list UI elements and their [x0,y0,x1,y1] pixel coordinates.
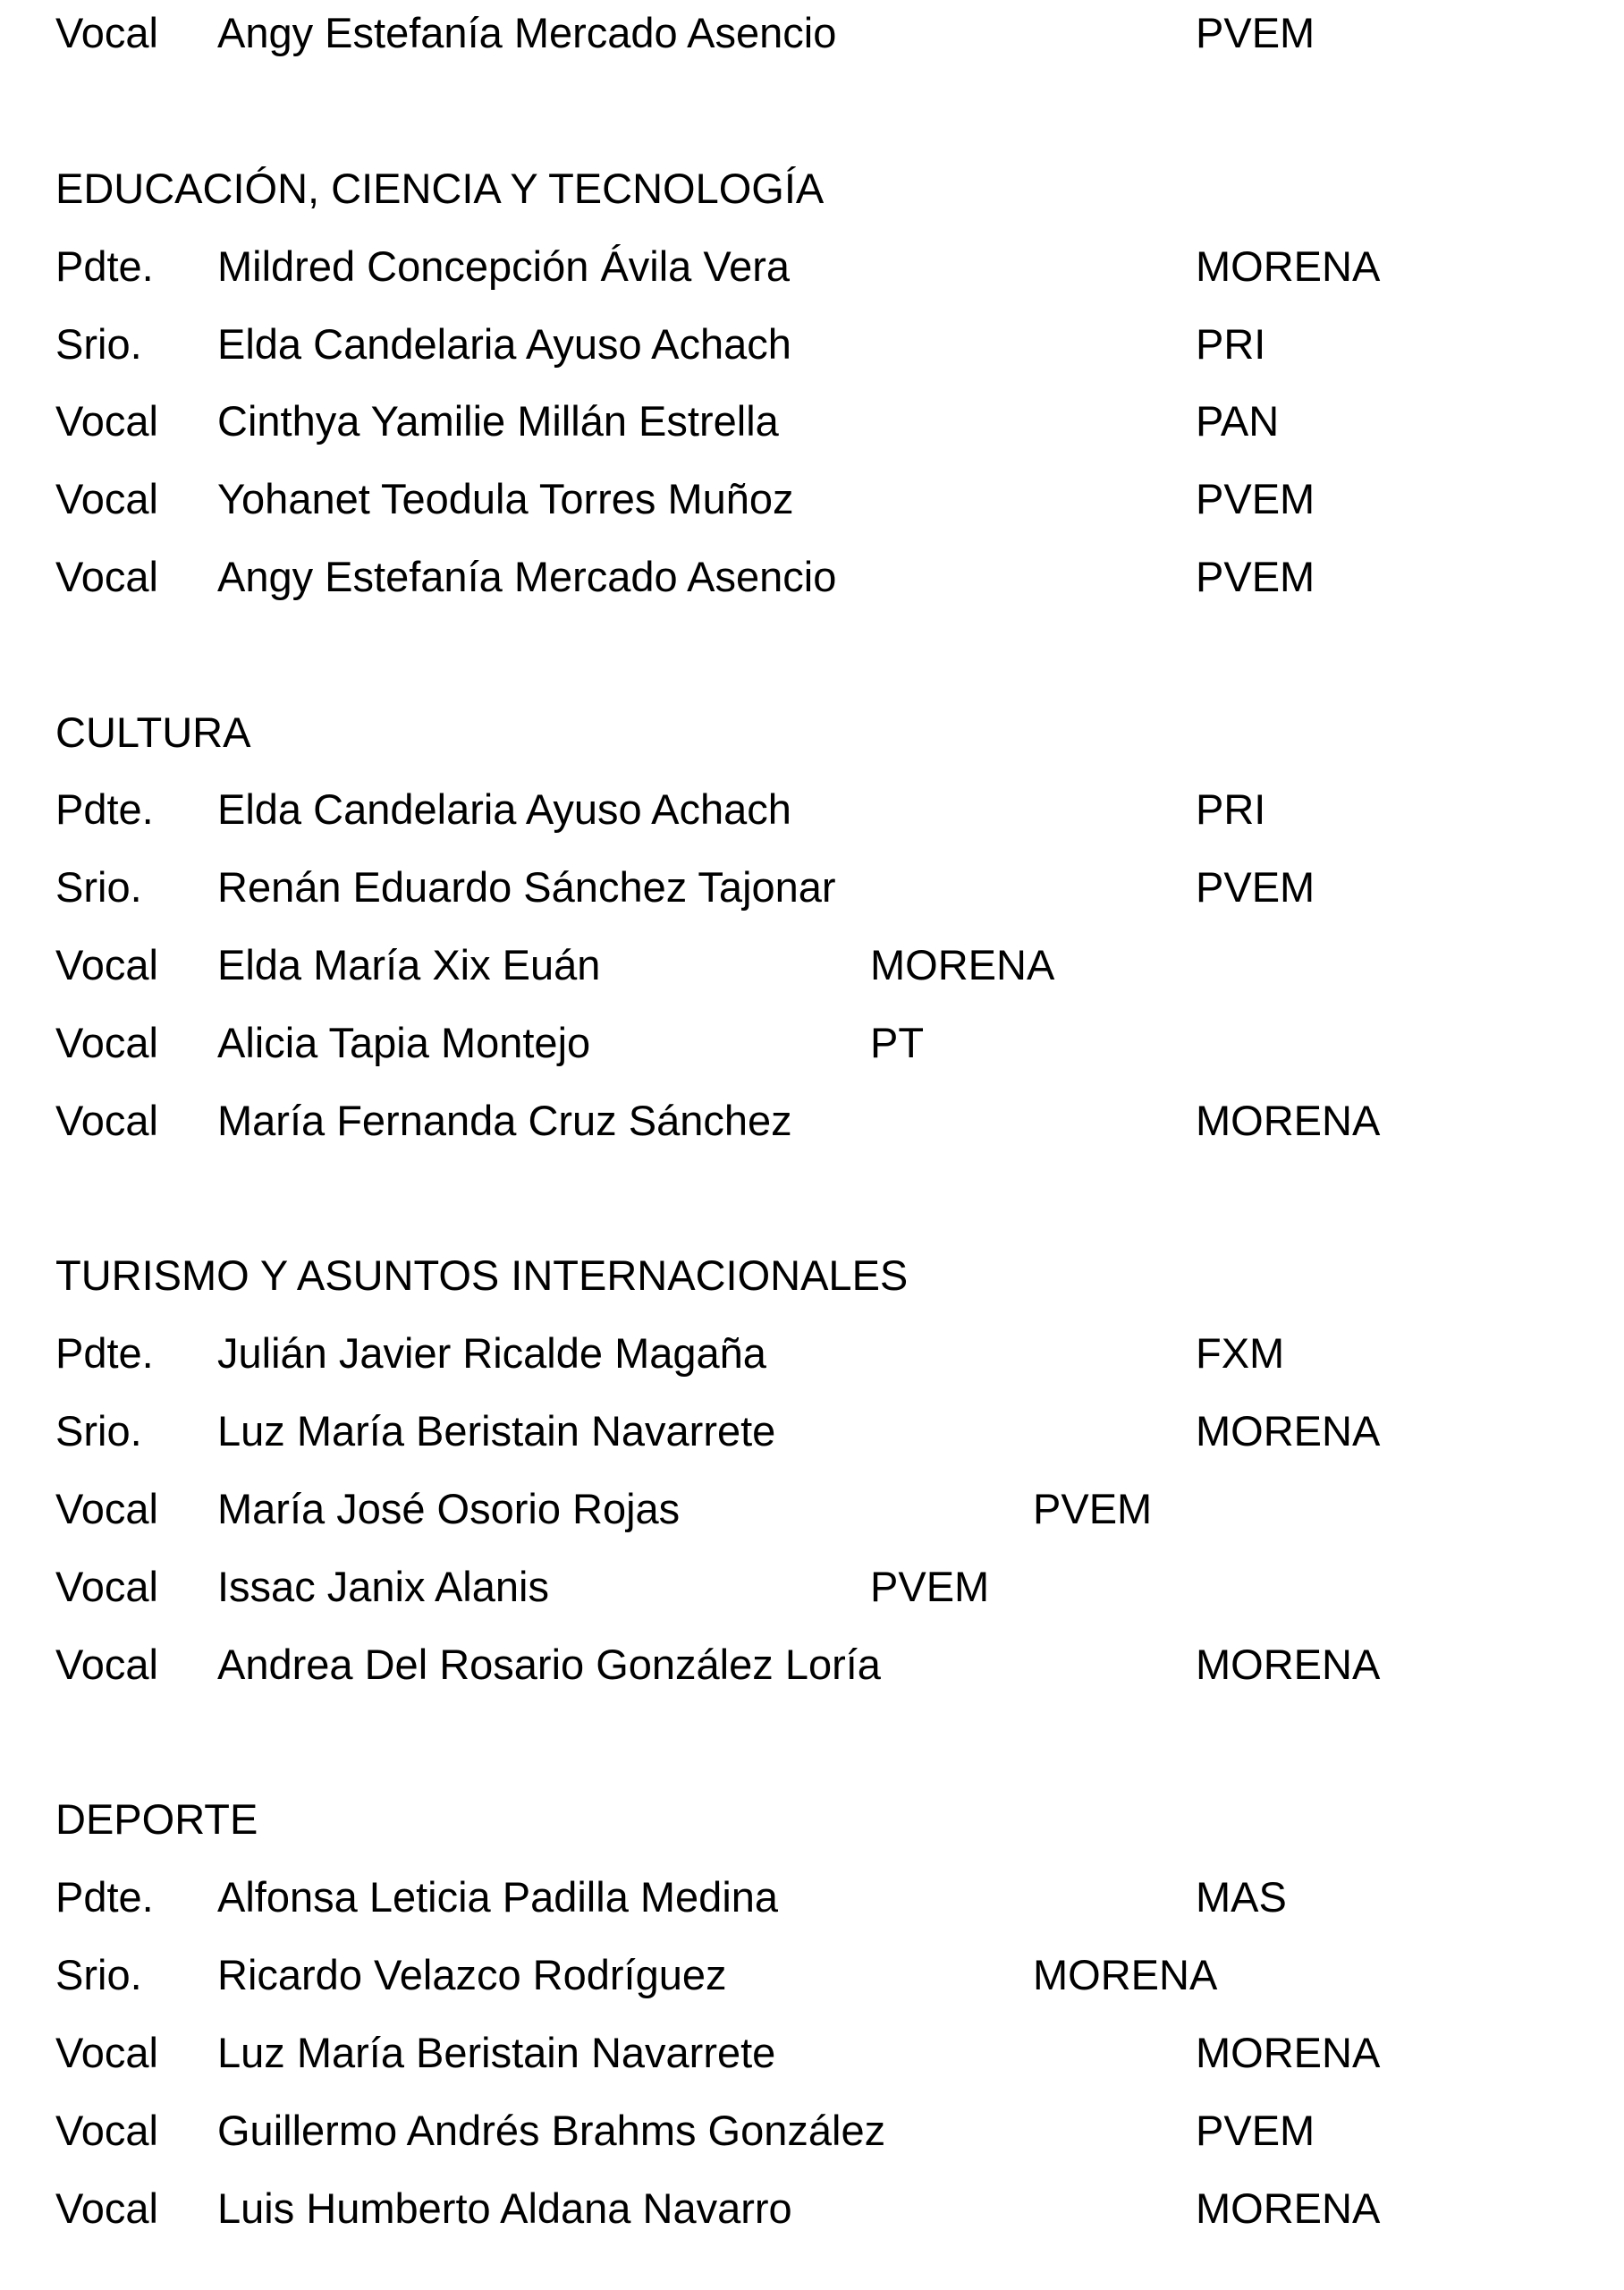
member-role: Vocal [55,2029,158,2076]
member-row [0,1400,1624,1463]
member-party: PRI [1196,320,1266,368]
section-title: CULTURA [55,708,251,756]
member-name: Alicia Tapia Montejo [217,1019,591,1066]
section-heading [0,1788,1624,1851]
member-party: PVEM [1196,9,1315,56]
member-role: Vocal [55,397,158,445]
member-party: FXM [1196,1329,1285,1377]
member-row [0,1478,1624,1540]
member-role: Pdte. [55,1329,154,1377]
member-row [0,546,1624,608]
member-role: Pdte. [55,1873,154,1921]
member-name: Cinthya Yamilie Millán Estrella [217,397,779,445]
section-title: TURISMO Y ASUNTOS INTERNACIONALES [55,1251,909,1299]
member-role: Vocal [55,2184,158,2232]
member-row [0,856,1624,919]
section-heading [0,1244,1624,1307]
member-row [0,1322,1624,1385]
member-party: PT [870,1019,925,1066]
member-party: MORENA [1196,1407,1381,1455]
member-party: MORENA [1196,1097,1381,1144]
member-role: Vocal [55,1641,158,1688]
member-role: Srio. [55,1407,142,1455]
member-name: Yohanet Teodula Torres Muñoz [217,475,794,522]
member-name: Angy Estefanía Mercado Asencio [217,553,837,600]
section-title: EDUCACIÓN, CIENCIA Y TECNOLOGÍA [55,165,825,212]
member-name: Luz María Beristain Navarrete [217,2029,776,2076]
member-role: Srio. [55,863,142,911]
member-role: Srio. [55,1951,142,1998]
member-row [0,390,1624,453]
member-party: PVEM [1196,2107,1315,2154]
member-party: PVEM [1196,863,1315,911]
member-name: Ricardo Velazco Rodríguez [217,1951,727,1998]
member-party: MORENA [1196,2184,1381,2232]
section-title: DEPORTE [55,1795,258,1843]
member-name: Elda María Xix Euán [217,941,601,988]
member-role: Pdte. [55,785,154,833]
member-name: Guillermo Andrés Brahms González [217,2107,886,2154]
member-role: Vocal [55,2107,158,2154]
member-row [0,1633,1624,1696]
section-heading [0,157,1624,220]
member-row [0,468,1624,530]
member-row [0,1090,1624,1152]
member-row [0,2099,1624,2162]
member-name: Elda Candelaria Ayuso Achach [217,785,791,833]
member-row [0,235,1624,298]
member-role: Vocal [55,475,158,522]
member-role: Vocal [55,941,158,988]
member-role: Vocal [55,1097,158,1144]
member-role: Vocal [55,1019,158,1066]
member-role: Vocal [55,1563,158,1610]
member-party: MORENA [1196,242,1381,290]
member-party: PVEM [1196,475,1315,522]
member-name: Luz María Beristain Navarrete [217,1407,776,1455]
member-name: Alfonsa Leticia Padilla Medina [217,1873,779,1921]
member-row [0,2,1624,64]
member-row [0,1944,1624,2006]
member-role: Vocal [55,1485,158,1532]
member-name: Mildred Concepción Ávila Vera [217,242,791,290]
member-party: PVEM [870,1563,990,1610]
member-row [0,313,1624,376]
member-row [0,2022,1624,2084]
member-party: MORENA [1033,1951,1218,1998]
member-role: Vocal [55,553,158,600]
member-row [0,778,1624,841]
member-name: Renán Eduardo Sánchez Tajonar [217,863,836,911]
member-row [0,1556,1624,1618]
member-row [0,934,1624,997]
member-name: María Fernanda Cruz Sánchez [217,1097,792,1144]
member-name: Luis Humberto Aldana Navarro [217,2184,792,2232]
member-row [0,2177,1624,2240]
member-party: PAN [1196,397,1280,445]
member-role: Pdte. [55,242,154,290]
member-name: María José Osorio Rojas [217,1485,681,1532]
member-name: Andrea Del Rosario González Loría [217,1641,881,1688]
member-party: MORENA [870,941,1055,988]
member-name: Issac Janix Alanis [217,1563,549,1610]
member-name: Angy Estefanía Mercado Asencio [217,9,837,56]
member-name: Julián Javier Ricalde Magaña [217,1329,766,1377]
member-party: MAS [1196,1873,1287,1921]
member-party: PRI [1196,785,1266,833]
member-party: PVEM [1033,1485,1153,1532]
member-party: MORENA [1196,1641,1381,1688]
member-party: MORENA [1196,2029,1381,2076]
member-role: Srio. [55,320,142,368]
member-row [0,1866,1624,1929]
member-party: PVEM [1196,553,1315,600]
section-heading [0,701,1624,764]
member-name: Elda Candelaria Ayuso Achach [217,320,791,368]
member-row [0,1012,1624,1074]
member-role: Vocal [55,9,158,56]
